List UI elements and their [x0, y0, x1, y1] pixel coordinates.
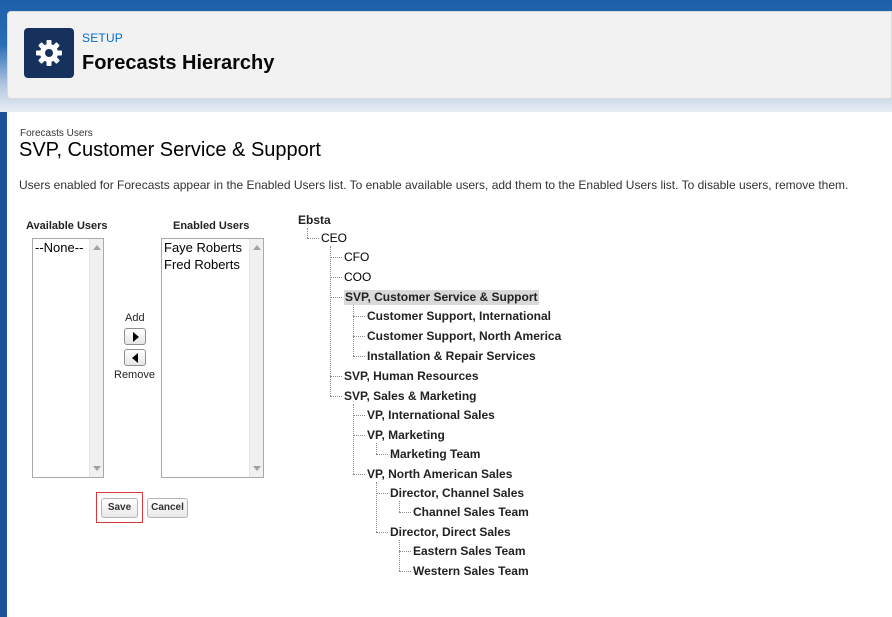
- enabled-user-option[interactable]: Faye Roberts: [164, 240, 243, 255]
- tree-connector: [307, 238, 319, 239]
- setup-icon: [24, 28, 74, 78]
- tree-node[interactable]: VP, International Sales: [367, 408, 495, 422]
- available-users-list[interactable]: [32, 238, 104, 478]
- page-header: [7, 11, 892, 99]
- enabled-list-scrollbar[interactable]: [249, 239, 263, 477]
- tree-connector: [399, 512, 411, 513]
- tree-node[interactable]: SVP, Human Resources: [344, 369, 479, 383]
- tree-node[interactable]: Western Sales Team: [413, 564, 529, 578]
- tree-node[interactable]: Channel Sales Team: [413, 505, 529, 519]
- tree-node[interactable]: COO: [344, 270, 372, 284]
- tree-connector: [353, 316, 365, 317]
- tree-connector: [330, 376, 342, 377]
- tree-node[interactable]: VP, North American Sales: [367, 467, 513, 481]
- tree-connector: [330, 277, 342, 278]
- tree-connector: [399, 501, 400, 512]
- tree-connector: [399, 540, 400, 571]
- tree-connector: [330, 396, 342, 397]
- tree-connector: [353, 336, 365, 337]
- arrow-left-icon: [132, 353, 138, 363]
- tree-connector: [353, 435, 365, 436]
- add-button[interactable]: [124, 328, 146, 345]
- enabled-users-label: Enabled Users: [173, 220, 250, 232]
- tree-node-root[interactable]: Ebsta: [298, 213, 331, 227]
- scroll-down-icon[interactable]: [93, 466, 101, 471]
- section-eyebrow: Forecasts Users: [20, 128, 93, 139]
- tree-connector: [376, 532, 388, 533]
- tree-connector: [399, 551, 411, 552]
- tree-connector: [399, 571, 411, 572]
- save-button[interactable]: Save: [101, 498, 138, 518]
- scroll-up-icon[interactable]: [93, 245, 101, 250]
- tree-connector: [353, 305, 354, 356]
- tree-connector: [376, 482, 377, 532]
- remove-label: Remove: [114, 369, 155, 381]
- tree-node[interactable]: SVP, Sales & Marketing: [344, 389, 477, 403]
- scroll-up-icon[interactable]: [253, 245, 261, 250]
- available-users-label: Available Users: [26, 220, 108, 232]
- tree-node[interactable]: CFO: [344, 250, 370, 264]
- tree-connector: [376, 493, 388, 494]
- tree-node[interactable]: VP, Marketing: [367, 428, 445, 442]
- available-user-option[interactable]: --None--: [35, 240, 84, 255]
- tree-node[interactable]: CEO: [321, 231, 348, 245]
- tree-node[interactable]: Eastern Sales Team: [413, 544, 526, 558]
- tree-connector: [376, 443, 377, 454]
- main-content: [7, 112, 892, 617]
- tree-node[interactable]: Customer Support, North America: [367, 329, 562, 343]
- tree-connector: [330, 246, 331, 396]
- page-header-title: Forecasts Hierarchy: [82, 52, 275, 74]
- scroll-down-icon[interactable]: [253, 466, 261, 471]
- page-description: Users enabled for Forecasts appear in the Enabled Users list. To enable available users, add them to the Enabled Users list. To disable users, remove them.: [19, 178, 849, 192]
- available-list-scrollbar[interactable]: [89, 239, 103, 477]
- remove-button[interactable]: [124, 349, 146, 366]
- tree-connector: [330, 257, 342, 258]
- tree-node[interactable]: Installation & Repair Services: [367, 349, 536, 363]
- tree-connector: [353, 474, 365, 475]
- tree-connector: [307, 228, 308, 238]
- tree-node[interactable]: Director, Channel Sales: [390, 486, 525, 500]
- tree-connector: [353, 415, 365, 416]
- add-label: Add: [125, 312, 145, 324]
- gear-icon: [34, 38, 64, 68]
- arrow-right-icon: [133, 332, 139, 342]
- page-title: SVP, Customer Service & Support: [19, 139, 321, 161]
- tree-node[interactable]: Director, Direct Sales: [390, 525, 511, 539]
- tree-node[interactable]: Marketing Team: [390, 447, 481, 461]
- enabled-users-list[interactable]: [161, 238, 264, 478]
- tree-node-selected[interactable]: SVP, Customer Service & Support: [345, 290, 538, 304]
- tree-connector: [330, 297, 342, 298]
- enabled-user-option[interactable]: Fred Roberts: [164, 257, 240, 272]
- tree-connector: [353, 356, 365, 357]
- header-eyebrow[interactable]: SETUP: [82, 31, 124, 45]
- cancel-button[interactable]: Cancel: [147, 498, 188, 518]
- tree-connector: [376, 454, 388, 455]
- tree-node[interactable]: Customer Support, International: [367, 309, 552, 323]
